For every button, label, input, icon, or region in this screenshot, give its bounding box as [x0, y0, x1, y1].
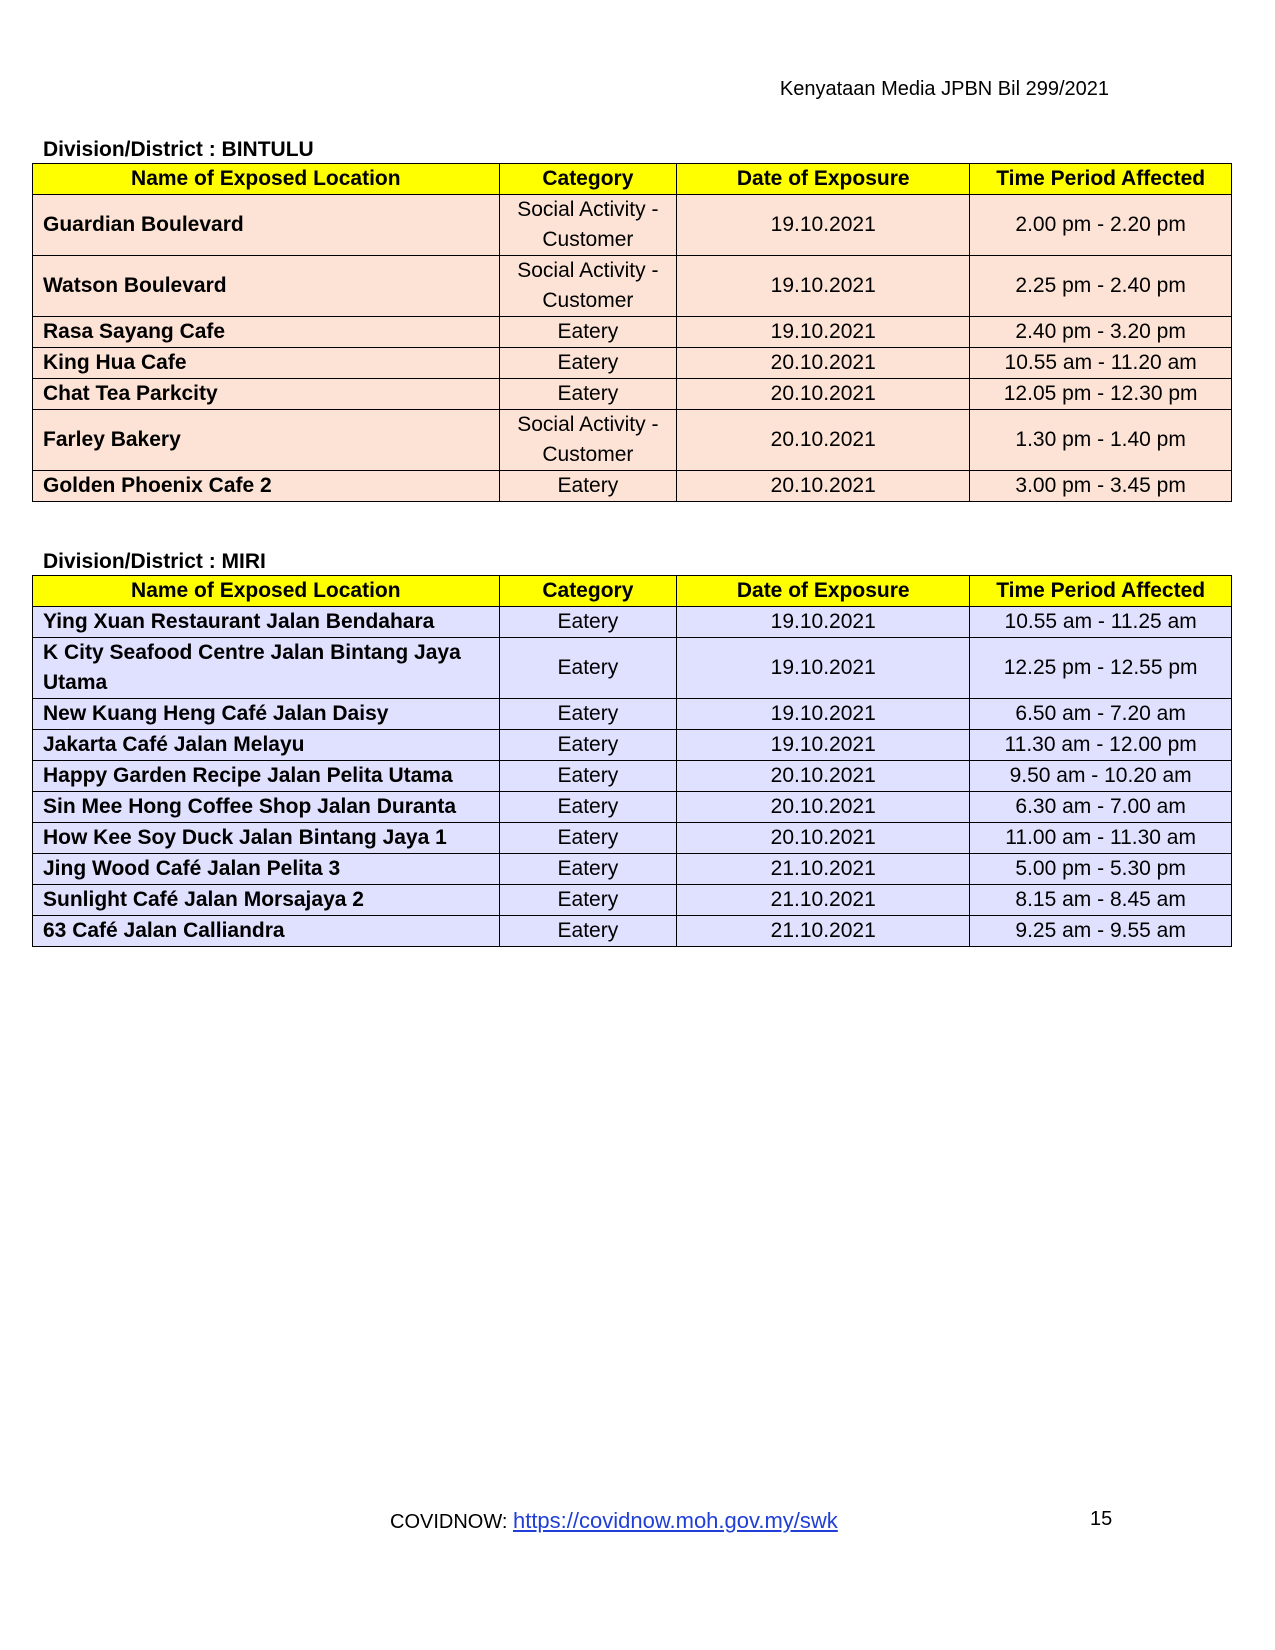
- category: Eatery: [499, 730, 677, 761]
- footer-prefix: COVIDNOW:: [390, 1511, 513, 1533]
- category: Eatery: [499, 471, 677, 502]
- location-name: Happy Garden Recipe Jalan Pelita Utama: [33, 761, 500, 792]
- table-row: [33, 730, 1232, 761]
- document-reference: Kenyataan Media JPBN Bil 299/2021: [779, 78, 1109, 100]
- location-name: Jakarta Café Jalan Melayu: [33, 730, 500, 761]
- category: Eatery: [499, 607, 677, 638]
- exposure-date: 20.10.2021: [677, 471, 970, 502]
- time-period: 9.25 am - 9.55 am: [970, 916, 1232, 947]
- column-header-time: Time Period Affected: [970, 164, 1232, 195]
- time-period: 2.00 pm - 2.20 pm: [970, 195, 1232, 256]
- table-row: [33, 379, 1232, 410]
- table-row: [33, 348, 1232, 379]
- table-row: [33, 471, 1232, 502]
- section-miri: [32, 548, 1232, 947]
- category: Eatery: [499, 348, 677, 379]
- category: Social Activity - Customer: [499, 410, 677, 471]
- table-header-row: [33, 164, 1232, 195]
- exposure-table-miri: [32, 575, 1232, 947]
- table-row: [33, 195, 1232, 256]
- category: Eatery: [499, 761, 677, 792]
- exposure-date: 19.10.2021: [677, 317, 970, 348]
- exposure-date: 20.10.2021: [677, 761, 970, 792]
- column-header-time: Time Period Affected: [970, 576, 1232, 607]
- table-row: [33, 885, 1232, 916]
- exposure-date: 20.10.2021: [677, 823, 970, 854]
- exposure-date: 19.10.2021: [677, 730, 970, 761]
- column-header-date: Date of Exposure: [677, 576, 970, 607]
- category: Eatery: [499, 885, 677, 916]
- column-header-name: Name of Exposed Location: [33, 576, 500, 607]
- time-period: 2.25 pm - 2.40 pm: [970, 256, 1232, 317]
- category: Eatery: [499, 379, 677, 410]
- exposure-date: 20.10.2021: [677, 792, 970, 823]
- time-period: 10.55 am - 11.20 am: [970, 348, 1232, 379]
- time-period: 3.00 pm - 3.45 pm: [970, 471, 1232, 502]
- exposure-date: 19.10.2021: [677, 256, 970, 317]
- exposure-date: 21.10.2021: [677, 885, 970, 916]
- exposure-date: 19.10.2021: [677, 699, 970, 730]
- table-row: [33, 256, 1232, 317]
- time-period: 12.25 pm - 12.55 pm: [970, 638, 1232, 699]
- location-name: Ying Xuan Restaurant Jalan Bendahara: [33, 607, 500, 638]
- table-row: [33, 854, 1232, 885]
- exposure-date: 20.10.2021: [677, 379, 970, 410]
- category: Eatery: [499, 916, 677, 947]
- time-period: 6.50 am - 7.20 am: [970, 699, 1232, 730]
- location-name: How Kee Soy Duck Jalan Bintang Jaya 1: [33, 823, 500, 854]
- table-header-row: [33, 576, 1232, 607]
- covidnow-link[interactable]: https://covidnow.moh.gov.my/swk: [512, 1508, 838, 1533]
- section-bintulu: [32, 136, 1232, 502]
- table-row: [33, 761, 1232, 792]
- exposure-date: 20.10.2021: [677, 348, 970, 379]
- column-header-date: Date of Exposure: [677, 164, 970, 195]
- table-row: [33, 607, 1232, 638]
- location-name: Chat Tea Parkcity: [33, 379, 500, 410]
- column-header-category: Category: [499, 576, 677, 607]
- location-name: Farley Bakery: [33, 410, 500, 471]
- exposure-date: 21.10.2021: [677, 916, 970, 947]
- exposure-date: 19.10.2021: [677, 607, 970, 638]
- location-name: 63 Café Jalan Calliandra: [33, 916, 500, 947]
- category: Eatery: [499, 854, 677, 885]
- table-row: [33, 916, 1232, 947]
- table-row: [33, 792, 1232, 823]
- category: Eatery: [499, 638, 677, 699]
- location-name: Sunlight Café Jalan Morsajaya 2: [33, 885, 500, 916]
- location-name: King Hua Cafe: [33, 348, 500, 379]
- column-header-category: Category: [499, 164, 677, 195]
- category: Eatery: [499, 317, 677, 348]
- time-period: 11.00 am - 11.30 am: [970, 823, 1232, 854]
- category: Eatery: [499, 792, 677, 823]
- exposure-date: 20.10.2021: [677, 410, 970, 471]
- location-name: Sin Mee Hong Coffee Shop Jalan Duranta: [33, 792, 500, 823]
- location-name: Jing Wood Café Jalan Pelita 3: [33, 854, 500, 885]
- location-name: Guardian Boulevard: [33, 195, 500, 256]
- table-row: [33, 699, 1232, 730]
- exposure-date: 19.10.2021: [677, 195, 970, 256]
- location-name: Rasa Sayang Cafe: [33, 317, 500, 348]
- location-name: New Kuang Heng Café Jalan Daisy: [33, 699, 500, 730]
- exposure-date: 21.10.2021: [677, 854, 970, 885]
- location-name: Watson Boulevard: [33, 256, 500, 317]
- category: Eatery: [499, 823, 677, 854]
- location-name: Golden Phoenix Cafe 2: [33, 471, 500, 502]
- footer: [390, 1508, 838, 1534]
- time-period: 11.30 am - 12.00 pm: [970, 730, 1232, 761]
- time-period: 2.40 pm - 3.20 pm: [970, 317, 1232, 348]
- column-header-name: Name of Exposed Location: [33, 164, 500, 195]
- time-period: 5.00 pm - 5.30 pm: [970, 854, 1232, 885]
- time-period: 8.15 am - 8.45 am: [970, 885, 1232, 916]
- time-period: 10.55 am - 11.25 am: [970, 607, 1232, 638]
- location-name: K City Seafood Centre Jalan Bintang Jaya Utama: [33, 638, 500, 699]
- time-period: 6.30 am - 7.00 am: [970, 792, 1232, 823]
- district-label-miri: Division/District : MIRI: [43, 550, 266, 573]
- time-period: 9.50 am - 10.20 am: [970, 761, 1232, 792]
- table-row: [33, 317, 1232, 348]
- table-row: [33, 823, 1232, 854]
- table-row: [33, 410, 1232, 471]
- exposure-table-bintulu: [32, 163, 1232, 502]
- exposure-date: 19.10.2021: [677, 638, 970, 699]
- district-label-bintulu: Division/District : BINTULU: [43, 138, 314, 161]
- time-period: 12.05 pm - 12.30 pm: [970, 379, 1232, 410]
- category: Eatery: [499, 699, 677, 730]
- page-number: 15: [1090, 1508, 1113, 1530]
- category: Social Activity - Customer: [499, 256, 677, 317]
- table-row: [33, 638, 1232, 699]
- category: Social Activity - Customer: [499, 195, 677, 256]
- time-period: 1.30 pm - 1.40 pm: [970, 410, 1232, 471]
